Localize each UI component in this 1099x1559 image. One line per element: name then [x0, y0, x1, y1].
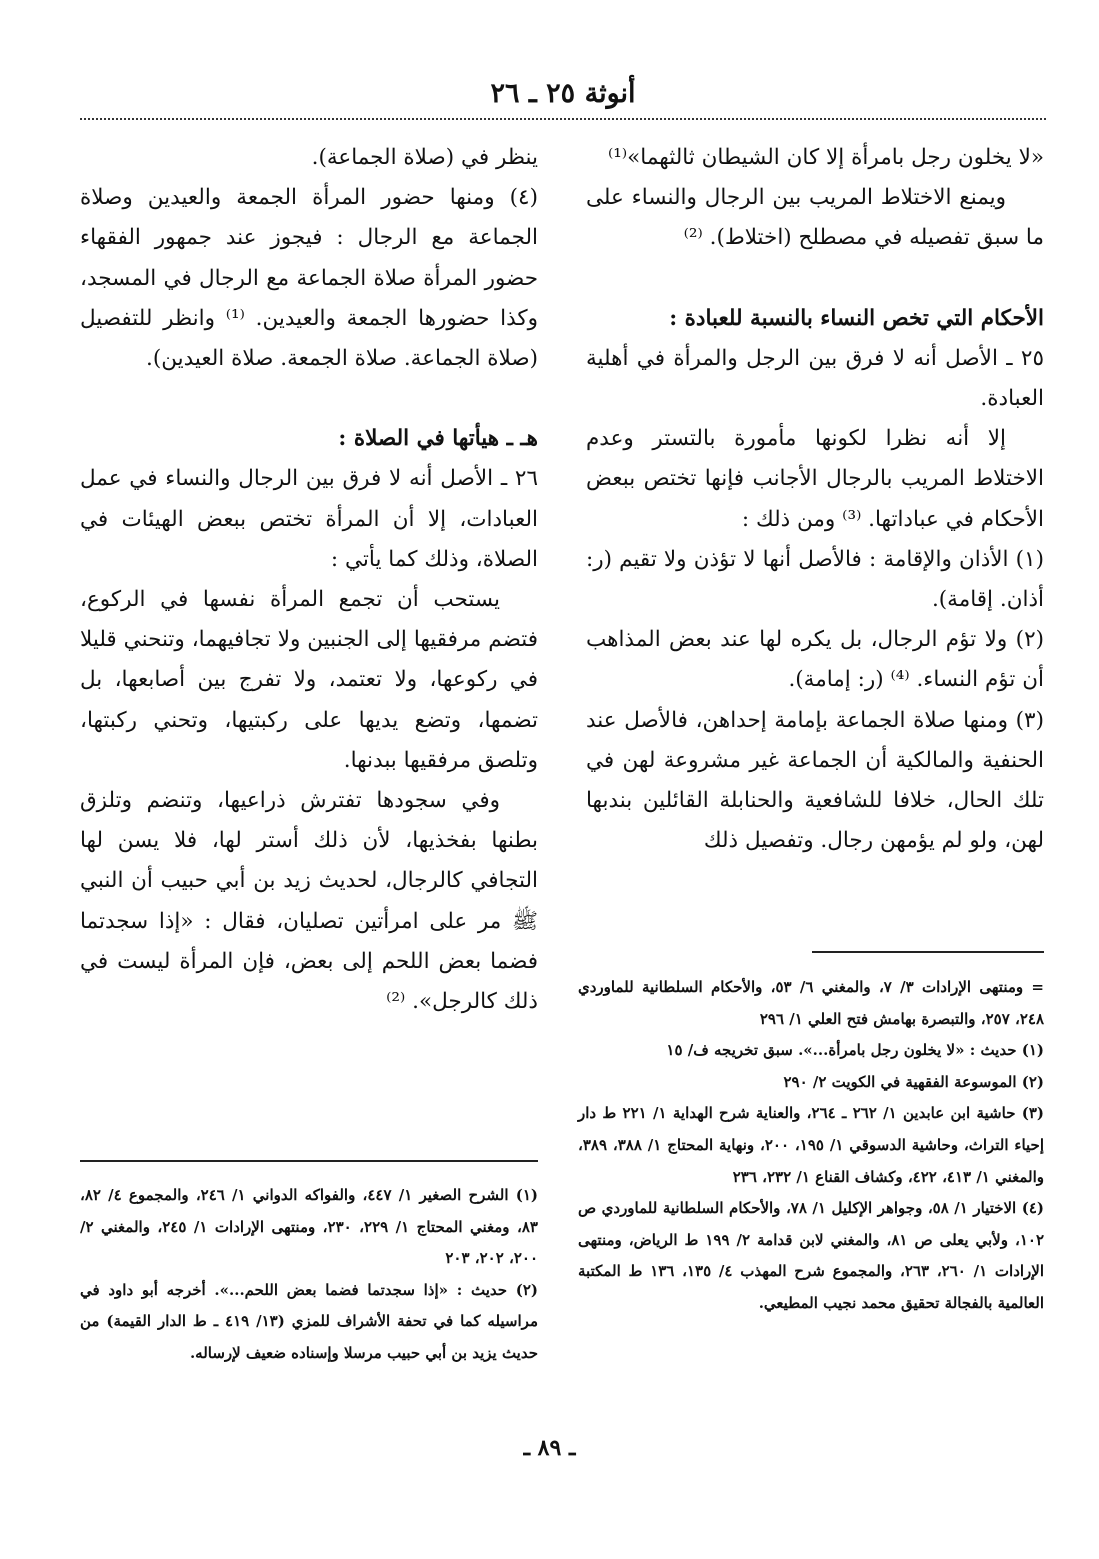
section-heading: هـ ـ هيأتها في الصلاة : [338, 426, 538, 452]
paragraph: (٤) ومنها حضور المرأة الجمعة والعيدين وصلاة الجماعة مع الرجال : فيجوز عند جمهور الفقهاء حضور المرأة صلاة الجماعة مع الرجال في المسجد، وكذا حضورها الجمعة والعيدين. ⁽¹⁾ وانظر للتفصيل (صلاة الجماعة. صلاة الجمعة. صلاة العيدين). [80, 185, 538, 372]
footnote-rule-left [80, 1160, 538, 1162]
footnote: (٢) الموسوعة الفقهية في الكويت ٢/ ٢٩٠ [783, 1072, 1044, 1091]
footnote: (٣) حاشية ابن عابدين ١/ ٢٦٢ ـ ٢٦٤، والعناية شرح الهداية ١/ ٢٢١ ط دار إحياء التراث، وحاشية الدسوقي ١/ ١٩٥، ٢٠٠، ونهاية المحتاج ١/ ٣٨٨، ٣٨٩، والمغني ١/ ٤١٣، ٤٢٢، وكشاف القناع ١/ ٢٣٢، ٢٣٦ [578, 1104, 1045, 1186]
footnotes-right [578, 972, 1044, 1320]
section-heading: الأحكام التي تخص النساء بالنسبة للعبادة : [669, 305, 1044, 331]
footnote-rule-right [812, 951, 1044, 953]
paragraph: يستحب أن تجمع المرأة نفسها في الركوع، فتضم مرفقيها إلى الجنبين ولا تجافيهما، وتنحني قليلا في ركوعها، ولا تعتمد، ولا تفرج بين أصابعها، بل تضمها، وتضع يديها على ركبتيها، وتحني ركبتها، وتلصق مرفقيها ببدنها. [80, 587, 538, 773]
footnote: (١) الشرح الصغير ١/ ٤٤٧، والفواكه الدواني ١/ ٢٤٦، والمجموع ٤/ ٨٢، ٨٣، ومغني المحتاج ١/ ٢٢٩، ٢٣٠، ومنتهى الإرادات ١/ ٢٤٥، والمغني ٢/ ٢٠٠، ٢٠٢، ٢٠٣ [80, 1186, 539, 1268]
paragraph: (٢) ولا تؤم الرجال، بل يكره لها عند بعض المذاهب أن تؤم النساء. ⁽⁴⁾ (ر: إمامة). [586, 627, 1045, 693]
footnote: (١) حديث : «لا يخلون رجل بامرأة...». سبق تخريجه ف/ ١٥ [666, 1041, 1044, 1060]
paragraph: إلا أنه نظرا لكونها مأمورة بالتستر وعدم الاختلاط المريب بالرجال الأجانب فإنها تختص ببعض الأحكام في عباداتها. ⁽³⁾ ومن ذلك : [586, 426, 1044, 532]
paragraph: ويمنع الاختلاط المريب بين الرجال والنساء على ما سبق تفصيله في مصطلح (اختلاط). ⁽²⁾ [586, 185, 1044, 251]
paragraph: «لا يخلون رجل بامرأة إلا كان الشيطان ثالثهما»⁽¹⁾ [607, 145, 1044, 170]
footnote: = ومنتهى الإرادات ٣/ ٧، والمغني ٦/ ٥٣، والأحكام السلطانية للماوردي ٢٤٨، ٢٥٧، والتبصرة بهامش فتح العلي ١/ ٢٩٦ [578, 978, 1044, 1028]
paragraph: وفي سجودها تفترش ذراعيها، وتنضم وتلزق بطنها بفخذيها، لأن ذلك أستر لها، فلا يسن لها التجافي كالرجال، لحديث زيد بن أبي حبيب أن النبي ﷺ مر على امرأتين تصليان، فقال : «إذا سجدتما فضما بعض اللحم إلى بعض، فإن المرأة ليست في ذلك كالرجل». ⁽²⁾ [80, 788, 538, 1015]
right-column [586, 138, 1044, 861]
footnote: (٤) الاختيار ١/ ٥٨، وجواهر الإكليل ١/ ٧٨، والأحكام السلطانية للماوردي ص ١٠٢، ولأبي يعلى ص ٨١، والمغني لابن قدامة ٢/ ١٩٩ ط الرياض، ومنتهى الإرادات ١/ ٢٦٠، ٢٦٣، والمجموع شرح المهذب ٤/ ١٣٥، ١٣٦ ط المكتبة العالمية بالفجالة تحقيق محمد نجيب المطيعي. [578, 1199, 1045, 1312]
paragraph: ينظر في (صلاة الجماعة). [311, 145, 538, 170]
footnote: (٢) حديث : «إذا سجدتما فضما بعض اللحم...». أخرجه أبو داود في مراسيله كما في تحفة الأشراف للمزي (١٣/ ٤١٩ ـ ط الدار القيمة) من حديث يزيد بن أبي حبيب مرسلا وإسناده ضعيف لإرساله. [80, 1280, 538, 1362]
spacer [80, 379, 538, 419]
page-number: ـ ٨٩ ـ [523, 1435, 576, 1461]
paragraph: (١) الأذان والإقامة : فالأصل أنها لا تؤذن ولا تقيم (ر: أذان. إقامة). [586, 546, 1044, 613]
running-header: أنوثة ٢٥ ـ ٢٦ [490, 78, 636, 109]
header-dotted-rule [80, 118, 1046, 120]
footnotes-left [80, 1180, 538, 1370]
left-column [80, 138, 538, 1022]
spacer [586, 259, 1044, 299]
paragraph: ٢٥ ـ الأصل أنه لا فرق بين الرجل والمرأة في أهلية العبادة. [586, 345, 1044, 412]
paragraph: ٢٦ ـ الأصل أنه لا فرق بين الرجال والنساء في عمل العبادات، إلا أن المرأة تختص ببعض الهيئات في الصلاة، وذلك كما يأتي : [80, 466, 538, 572]
paragraph: (٣) ومنها صلاة الجماعة بإمامة إحداهن، فالأصل عند الحنفية والمالكية أن الجماعة غير مشروعة لهن في تلك الحال، خلافا للشافعية والحنابلة القائلين بندبها لهن، ولو لم يؤمهن رجال. وتفصيل ذلك [586, 707, 1044, 854]
